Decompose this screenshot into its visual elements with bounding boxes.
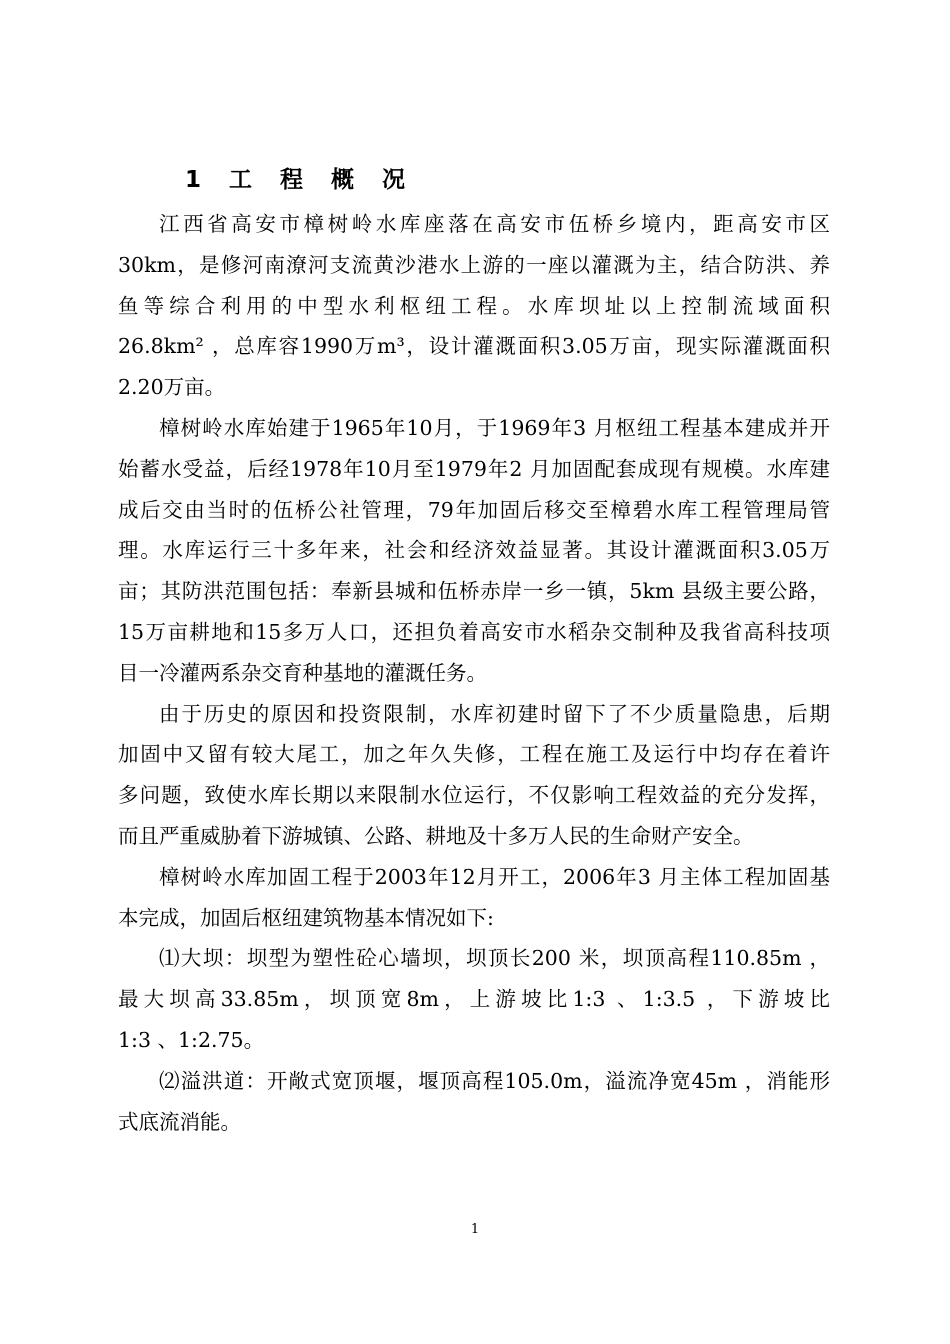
text-line: 2.20万亩。: [118, 375, 226, 400]
section-heading: 1 工 程 概 况: [185, 167, 416, 193]
text-line: 加固中又留有较大尾工，加之年久失修，工程在施工及运行中均存在着许: [118, 742, 830, 767]
text-line: 30km，是修河南潦河支流黄沙港水上游的一座以灌溉为主，结合防洪、养: [118, 252, 830, 277]
text-line: 由于历史的原因和投资限制，水库初建时留下了不少质量隐患，后期: [159, 701, 830, 726]
paragraph-reinforcement: [118, 857, 830, 939]
body-text: [118, 204, 830, 1142]
text-line: 15万亩耕地和15多万人口，还担负着高安市水稻杂交制种及我省高科技项: [118, 619, 830, 644]
text-line: 26.8km² ，总库容1990万m³，设计灌溉面积3.05万亩，现实际灌溉面积: [118, 334, 830, 359]
text-line: 樟树岭水库加固工程于2003年12月开工，2006年3 月主体工程加固基: [159, 864, 830, 889]
text-line: 始蓄水受益，后经1978年10月至1979年2 月加固配套成现有规模。水库建: [118, 456, 830, 481]
text-line: ⑵溢洪道：开敞式宽顶堰，堰顶高程105.0m，溢流净宽45m ，消能形: [159, 1068, 830, 1093]
text-line: 最大坝高33.85m，坝顶宽8m，上游坡比1:3 、1:3.5 ，下游坡比: [118, 987, 830, 1012]
paragraph-spillway: [118, 1061, 830, 1143]
text-line: 成后交由当时的伍桥公社管理，79年加固后移交至樟碧水库工程管理局管: [118, 497, 830, 522]
paragraph-dam: [118, 938, 830, 1060]
text-line: 本完成，加固后枢纽建筑物基本情况如下:: [118, 905, 494, 930]
text-line: 目一冷灌两系杂交育种基地的灌溉任务。: [118, 660, 487, 685]
text-line: 理。水库运行三十多年来，社会和经济效益显著。其设计灌溉面积3.05万: [118, 538, 830, 563]
text-line: 1:3 、1:2.75。: [118, 1027, 265, 1052]
text-line: 鱼等综合利用的中型水利枢纽工程。水库坝址以上控制流域面积: [118, 293, 830, 318]
text-line: 江西省高安市樟树岭水库座落在高安市伍桥乡境内，距高安市区: [159, 212, 830, 236]
text-line: 式底流消能。: [118, 1109, 241, 1134]
paragraph-overview: [118, 204, 830, 408]
text-line: ⑴大坝：坝型为塑性砼心墙坝，坝顶长200 米，坝顶高程110.85m ，: [159, 946, 830, 971]
text-line: 亩；其防洪范围包括：奉新县城和伍桥赤岸一乡一镇，5km 县级主要公路，: [118, 579, 830, 604]
text-line: 多问题，致使水库长期以来限制水位运行，不仅影响工程效益的充分发挥，: [118, 783, 830, 808]
text-line: 而且严重威胁着下游城镇、公路、耕地及十多万人民的生命财产安全。: [118, 823, 754, 848]
paragraph-history: [118, 408, 830, 694]
page-number: 1: [470, 1222, 480, 1237]
paragraph-problems: [118, 694, 830, 857]
text-line: 樟树岭水库始建于1965年10月，于1969年3 月枢纽工程基本建成并开: [159, 415, 830, 440]
